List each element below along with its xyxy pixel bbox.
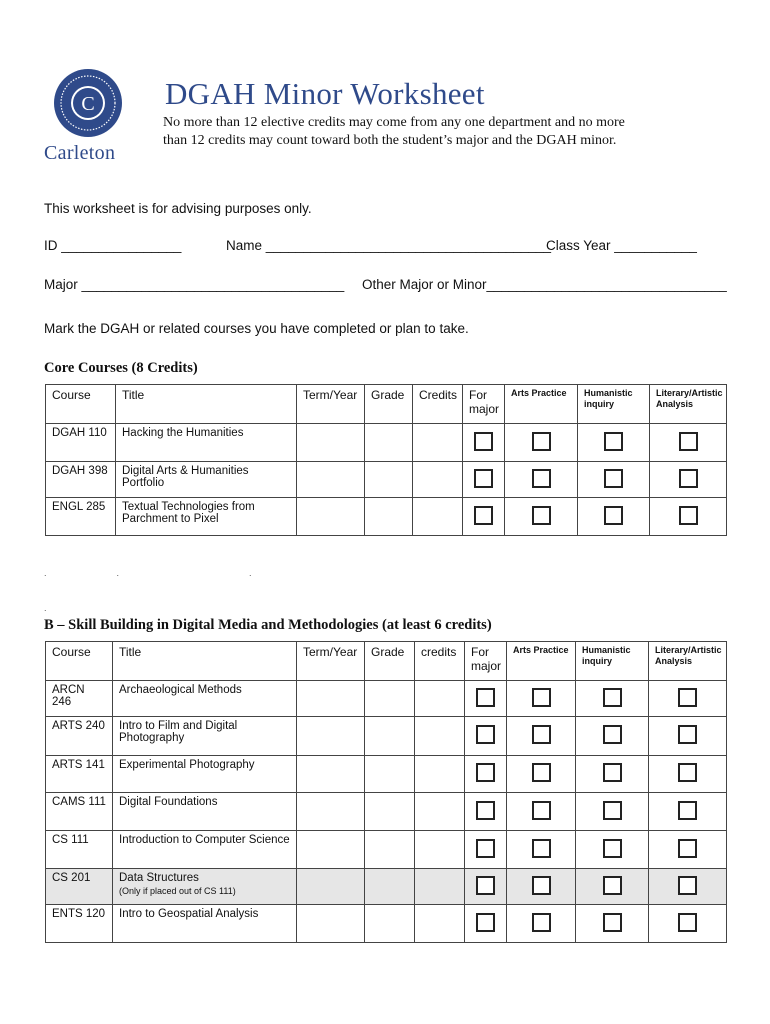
intro-line-1: No more than 12 elective credits may come from any one department and no more	[163, 115, 625, 130]
arts-practice-checkbox[interactable]	[532, 839, 551, 858]
col-arts-practice: Arts Practice	[507, 642, 576, 681]
credits-cell[interactable]	[415, 869, 465, 905]
table-row	[46, 905, 727, 943]
credits-cell[interactable]	[415, 905, 465, 943]
arts-practice-checkbox[interactable]	[532, 688, 551, 707]
grade-cell[interactable]	[365, 498, 413, 536]
course-title: Intro to Film and Digital Photography	[113, 717, 297, 756]
grade-cell[interactable]	[365, 462, 413, 498]
course-title-cell	[113, 869, 297, 905]
col-course: Course	[46, 385, 116, 424]
humanistic-inquiry-checkbox[interactable]	[603, 876, 622, 895]
term-cell[interactable]	[297, 424, 365, 462]
course-title: Textual Technologies from Parchment to Pixel	[116, 498, 297, 536]
term-cell[interactable]	[297, 905, 365, 943]
credits-cell[interactable]	[415, 793, 465, 831]
term-cell[interactable]	[297, 681, 365, 717]
intro-line-2: than 12 credits may count toward both the student’s major and the DGAH minor.	[163, 133, 617, 148]
col-for-major: For major	[463, 385, 505, 424]
for-major-checkbox[interactable]	[474, 469, 493, 488]
col-grade: Grade	[365, 385, 413, 424]
col-humanistic-inquiry: Humanistic inquiry	[578, 385, 650, 424]
core-courses-heading: Core Courses (8 Credits)	[44, 360, 198, 376]
core-courses-table	[45, 384, 727, 536]
term-cell[interactable]	[297, 462, 365, 498]
credits-cell[interactable]	[413, 498, 463, 536]
col-term: Term/Year	[297, 642, 365, 681]
term-cell[interactable]	[297, 793, 365, 831]
for-major-checkbox[interactable]	[474, 432, 493, 451]
course-code: ARTS 141	[46, 756, 113, 793]
arts-practice-checkbox[interactable]	[532, 763, 551, 782]
grade-cell[interactable]	[365, 869, 415, 905]
literary-analysis-checkbox[interactable]	[678, 876, 697, 895]
course-code: DGAH 398	[46, 462, 116, 498]
for-major-checkbox[interactable]	[476, 876, 495, 895]
col-literary-analysis: Literary/Artistic Analysis	[650, 385, 727, 424]
literary-analysis-checkbox[interactable]	[678, 688, 697, 707]
course-code: CS 111	[46, 831, 113, 869]
credits-cell[interactable]	[413, 462, 463, 498]
course-note: (Only if placed out of CS 111)	[119, 886, 236, 896]
arts-practice-checkbox[interactable]	[532, 801, 551, 820]
table-row	[46, 831, 727, 869]
grade-cell[interactable]	[365, 681, 415, 717]
literary-analysis-checkbox[interactable]	[678, 839, 697, 858]
for-major-checkbox[interactable]	[476, 839, 495, 858]
table-row	[46, 717, 727, 756]
table-row	[46, 756, 727, 793]
name-field[interactable]: Name ______________________________________	[226, 238, 552, 253]
humanistic-inquiry-checkbox[interactable]	[603, 763, 622, 782]
for-major-checkbox[interactable]	[476, 763, 495, 782]
for-major-checkbox[interactable]	[476, 725, 495, 744]
col-humanistic-inquiry: Humanistic inquiry	[576, 642, 649, 681]
carleton-wordmark: Carleton	[44, 142, 116, 164]
col-course: Course	[46, 642, 113, 681]
col-title: Title	[116, 385, 297, 424]
course-title: Intro to Geospatial Analysis	[113, 905, 297, 943]
grade-cell[interactable]	[365, 831, 415, 869]
literary-analysis-checkbox[interactable]	[678, 763, 697, 782]
humanistic-inquiry-checkbox[interactable]	[604, 506, 623, 525]
skill-building-table	[45, 641, 727, 943]
for-major-checkbox[interactable]	[476, 688, 495, 707]
arts-practice-checkbox[interactable]	[532, 876, 551, 895]
course-title: Experimental Photography	[113, 756, 297, 793]
table-row	[46, 869, 727, 905]
credits-cell[interactable]	[415, 681, 465, 717]
arts-practice-checkbox[interactable]	[532, 432, 551, 451]
course-code: ARTS 240	[46, 717, 113, 756]
col-arts-practice: Arts Practice	[505, 385, 578, 424]
course-code: CAMS 111	[46, 793, 113, 831]
term-cell[interactable]	[297, 756, 365, 793]
course-code: DGAH 110	[46, 424, 116, 462]
table-row	[46, 424, 727, 462]
humanistic-inquiry-checkbox[interactable]	[603, 839, 622, 858]
table-row	[46, 681, 727, 717]
course-code: CS 201	[46, 869, 113, 905]
svg-text:C: C	[81, 93, 95, 115]
credits-cell[interactable]	[415, 717, 465, 756]
col-term: Term/Year	[297, 385, 365, 424]
course-code: ENTS 120	[46, 905, 113, 943]
instruction-text: Mark the DGAH or related courses you have completed or plan to take.	[44, 321, 469, 336]
course-title: Hacking the Humanities	[116, 424, 297, 462]
core-header-row	[46, 385, 727, 424]
table-row	[46, 462, 727, 498]
col-credits: Credits	[413, 385, 463, 424]
skill-header-row	[46, 642, 727, 681]
table-row	[46, 793, 727, 831]
term-cell[interactable]	[297, 717, 365, 756]
literary-analysis-checkbox[interactable]	[678, 725, 697, 744]
for-major-checkbox[interactable]	[476, 913, 495, 932]
col-for-major: For major	[465, 642, 507, 681]
literary-analysis-checkbox[interactable]	[679, 469, 698, 488]
grade-cell[interactable]	[365, 793, 415, 831]
major-field[interactable]: Major ___________________________________	[44, 277, 345, 292]
humanistic-inquiry-checkbox[interactable]	[603, 801, 622, 820]
course-code: ENGL 285	[46, 498, 116, 536]
humanistic-inquiry-checkbox[interactable]	[603, 725, 622, 744]
literary-analysis-checkbox[interactable]	[678, 913, 697, 932]
grade-cell[interactable]	[365, 424, 413, 462]
arts-practice-checkbox[interactable]	[532, 913, 551, 932]
literary-analysis-checkbox[interactable]	[678, 801, 697, 820]
term-cell[interactable]	[297, 498, 365, 536]
id-field[interactable]: ID ________________	[44, 238, 182, 253]
course-title: Digital Arts & Humanities Portfolio	[116, 462, 297, 498]
skill-building-heading: B – Skill Building in Digital Media and Methodologies (at least 6 credits)	[44, 617, 492, 633]
grade-cell[interactable]	[365, 717, 415, 756]
divider-dots: . . .	[44, 568, 252, 578]
for-major-checkbox[interactable]	[474, 506, 493, 525]
humanistic-inquiry-checkbox[interactable]	[604, 432, 623, 451]
course-title: Introduction to Computer Science	[113, 831, 297, 869]
col-credits: credits	[415, 642, 465, 681]
for-major-checkbox[interactable]	[476, 801, 495, 820]
col-title: Title	[113, 642, 297, 681]
literary-analysis-checkbox[interactable]	[679, 432, 698, 451]
grade-cell[interactable]	[365, 905, 415, 943]
course-code: ARCN 246	[46, 681, 113, 717]
divider-dots: .	[44, 603, 47, 613]
grade-cell[interactable]	[365, 756, 415, 793]
carleton-seal-logo	[53, 68, 123, 138]
term-cell[interactable]	[297, 869, 365, 905]
intro-text	[163, 114, 683, 150]
course-title: Archaeological Methods	[113, 681, 297, 717]
literary-analysis-checkbox[interactable]	[679, 506, 698, 525]
humanistic-inquiry-checkbox[interactable]	[603, 688, 622, 707]
advising-note: This worksheet is for advising purposes only.	[44, 201, 312, 216]
humanistic-inquiry-checkbox[interactable]	[604, 469, 623, 488]
col-literary-analysis: Literary/Artistic Analysis	[649, 642, 727, 681]
credits-cell[interactable]	[415, 756, 465, 793]
col-grade: Grade	[365, 642, 415, 681]
arts-practice-checkbox[interactable]	[532, 506, 551, 525]
credits-cell[interactable]	[413, 424, 463, 462]
course-title: Digital Foundations	[113, 793, 297, 831]
arts-practice-checkbox[interactable]	[532, 469, 551, 488]
course-title: Data Structures	[119, 872, 199, 884]
humanistic-inquiry-checkbox[interactable]	[603, 913, 622, 932]
class-year-field[interactable]: Class Year ___________	[546, 238, 697, 253]
table-row	[46, 498, 727, 536]
arts-practice-checkbox[interactable]	[532, 725, 551, 744]
other-major-field[interactable]: Other Major or Minor________________________________	[362, 277, 727, 292]
credits-cell[interactable]	[415, 831, 465, 869]
page-title: DGAH Minor Worksheet	[165, 76, 485, 111]
term-cell[interactable]	[297, 831, 365, 869]
